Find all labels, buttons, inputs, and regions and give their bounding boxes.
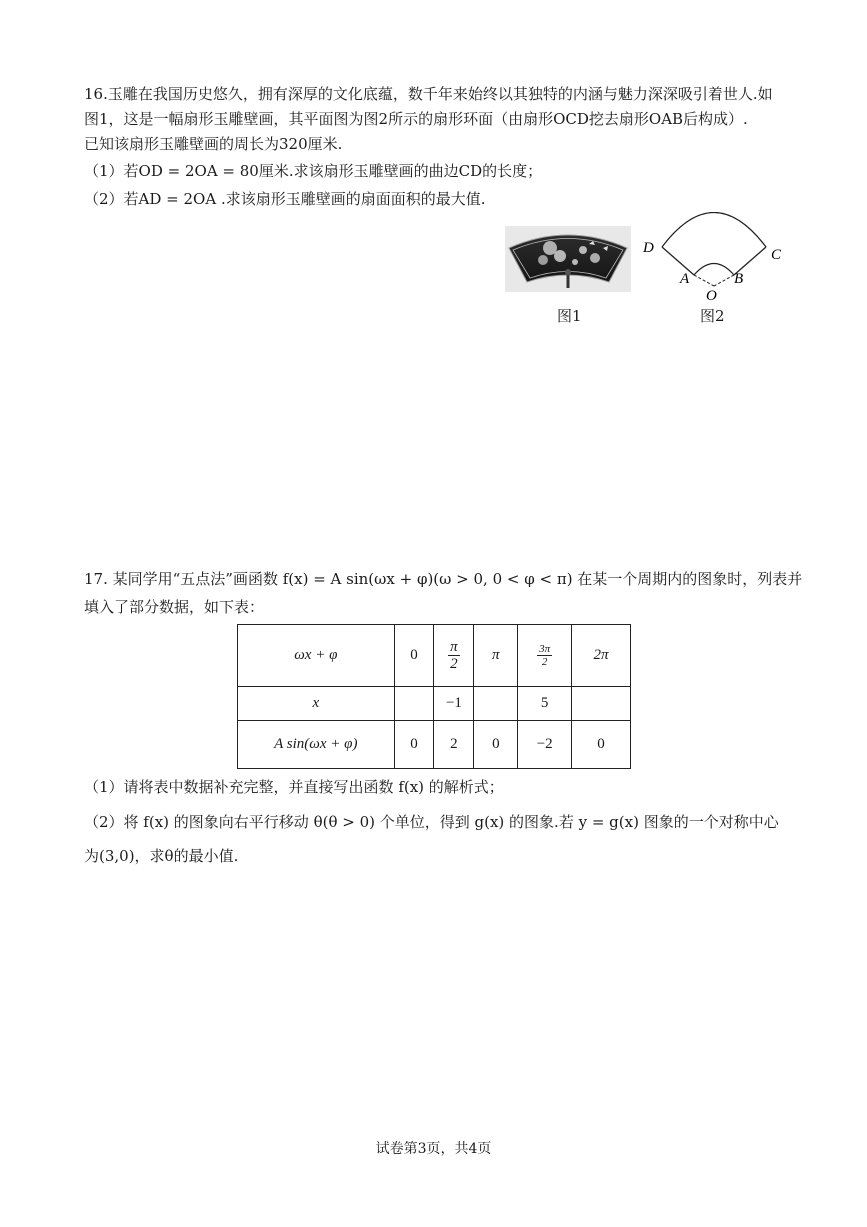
five-point-table — [237, 624, 631, 769]
cell-phase-5: 2π — [572, 625, 631, 687]
cell-x-2: −1 — [434, 687, 474, 721]
cell-x-3 — [474, 687, 518, 721]
q17-part1: （1）请将表中数据补充完整，并直接写出函数 f(x) 的解析式； — [84, 778, 504, 796]
q16-part2: （2）若AD = 2OA .求该扇形玉雕壁画的扇面面积的最大值. — [84, 190, 486, 208]
q16-part1: （1）若OD = 2OA = 80厘米.求该扇形玉雕壁画的曲边CD的长度； — [84, 162, 543, 180]
cell-value-4: −2 — [518, 721, 572, 769]
cell-value-3: 0 — [474, 721, 518, 769]
cell-phase-1: 0 — [394, 625, 434, 687]
point-c-label: C — [771, 247, 782, 263]
point-b-label: B — [734, 271, 744, 287]
cell-value-5: 0 — [572, 721, 631, 769]
row-header-x: x — [238, 687, 395, 721]
point-a-label: A — [680, 271, 690, 287]
figure-1-jade-fan-image — [505, 226, 631, 292]
q17-stem-line2: 填入了部分数据，如下表： — [84, 598, 265, 616]
cell-phase-4 — [518, 625, 572, 687]
figure-2-caption: 图2 — [700, 307, 725, 325]
row-header-value: A sin(ωx + φ) — [238, 721, 395, 769]
q16-stem-line3: 已知该扇形玉雕壁画的周长为320厘米. — [84, 135, 343, 153]
table-row-phase — [238, 625, 631, 687]
cell-value-1: 0 — [394, 721, 434, 769]
q16-stem-line1: 16.玉雕在我国历史悠久，拥有深厚的文化底蕴，数千年来始终以其独特的内涵与魅力深深吸引着世人.如 — [84, 85, 773, 103]
figure-2-sector-ring-diagram — [640, 212, 790, 304]
cell-phase-2 — [434, 625, 474, 687]
q16-stem-line2: 图1，这是一幅扇形玉雕壁画，其平面图为图2所示的扇形环面（由扇形OCD挖去扇形OAB后构成）. — [84, 110, 748, 128]
cell-x-5 — [572, 687, 631, 721]
figure-1-caption: 图1 — [557, 307, 582, 325]
q17-part2-line2: 为(3,0)，求θ的最小值. — [84, 847, 239, 865]
row-header-phase: ωx + φ — [238, 625, 395, 687]
cell-x-1 — [394, 687, 434, 721]
q17-part2-line1: （2）将 f(x) 的图象向右平行移动 θ(θ > 0) 个单位，得到 g(x) 的图象.若 y = g(x) 图象的一个对称中心 — [84, 813, 779, 831]
point-d-label: D — [643, 240, 654, 256]
fraction-3pi-over-2: $\frac{3\pi}{2}$ — [539, 642, 551, 668]
q17-stem-line1: 17. 某同学用“五点法”画函数 f(x) = A sin(ωx + φ)(ω > 0, 0 < φ < π) 在某一个周期内的图象时，列表并 — [84, 570, 803, 588]
fraction-pi-over-2: $\frac{\pi}{2}$ — [450, 638, 458, 672]
cell-phase-3: π — [474, 625, 518, 687]
cell-value-2: 2 — [434, 721, 474, 769]
table-row-x — [238, 687, 631, 721]
cell-x-4: 5 — [518, 687, 572, 721]
table-row-value — [238, 721, 631, 769]
point-o-label: O — [706, 288, 717, 304]
page-footer: 试卷第3页，共4页 — [375, 1141, 492, 1157]
